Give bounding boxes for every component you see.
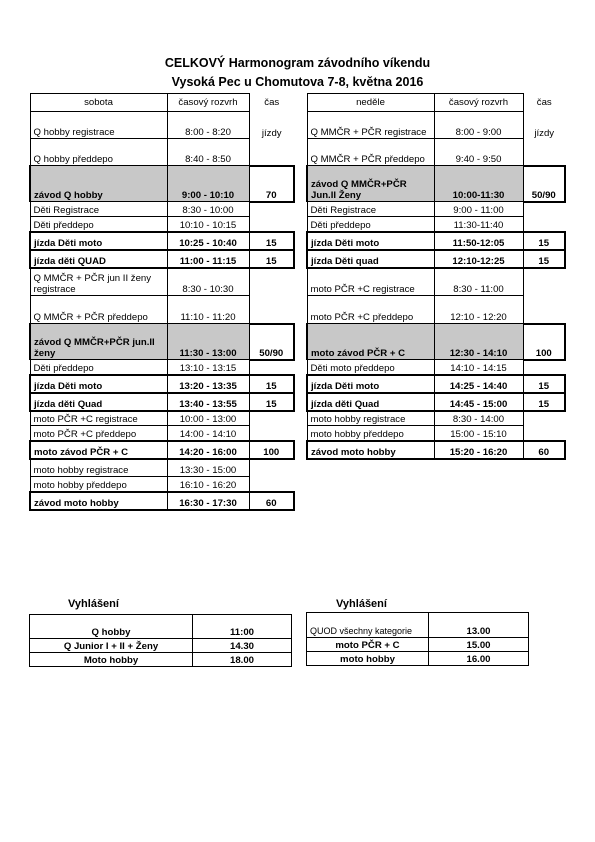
duration	[249, 139, 294, 166]
schedule-row	[307, 232, 565, 250]
award-time: 15.00	[429, 638, 529, 652]
time-range: 8:30 - 10:00	[167, 202, 249, 217]
time-range: 10:25 - 10:40	[167, 232, 249, 250]
time-range: 9:00 - 11:00	[434, 202, 523, 217]
event-name: Q MMČR + PČR předdepo	[307, 139, 434, 166]
time-range: 12:10 - 12:20	[434, 296, 523, 324]
schedule-row	[307, 324, 565, 360]
awards-saturday	[29, 614, 292, 667]
schedule-row	[307, 166, 565, 202]
schedule-row	[307, 250, 565, 268]
time-range: 13:40 - 13:55	[167, 393, 249, 411]
event-name: Děti předdepo	[30, 217, 167, 232]
award-category: Moto hobby	[30, 653, 193, 667]
schedule-row	[30, 393, 294, 411]
duration	[523, 202, 565, 217]
award-category: Q hobby	[30, 615, 193, 639]
time-range: 14:10 - 14:15	[434, 360, 523, 375]
schedule-row	[307, 393, 565, 411]
time-range: 10:00-11:30	[434, 166, 523, 202]
schedule-row	[30, 250, 294, 268]
time-range: 8:30 - 14:00	[434, 411, 523, 426]
schedule-sunday	[306, 93, 566, 460]
time-range: 8:40 - 8:50	[167, 139, 249, 166]
event-name: závod Q MMČR+PČR Jun.II Ženy	[307, 166, 434, 202]
schedule-row	[30, 324, 294, 360]
event-name: jízda Děti moto	[307, 232, 434, 250]
duration	[523, 139, 565, 166]
awards-row	[30, 639, 292, 653]
schedule-row	[30, 360, 294, 375]
time-range: 11:10 - 11:20	[167, 296, 249, 324]
event-name: Děti Registrace	[307, 202, 434, 217]
time-range: 11:30 - 13:00	[167, 324, 249, 360]
time-range: 10:10 - 10:15	[167, 217, 249, 232]
schedule-row	[30, 426, 294, 441]
time-range: 11:50-12:05	[434, 232, 523, 250]
time-range: 14:20 - 16:00	[167, 441, 249, 459]
event-name: Děti moto předdepo	[307, 360, 434, 375]
event-name: jízda Děti quad	[307, 250, 434, 268]
duration: jízdy	[523, 112, 565, 139]
schedule-row	[30, 477, 294, 492]
event-name: závod Q hobby	[30, 166, 167, 202]
time-range: 15:20 - 16:20	[434, 441, 523, 459]
duration	[249, 426, 294, 441]
schedule-row	[30, 268, 294, 296]
event-name: moto PČR +C předdepo	[30, 426, 167, 441]
duration	[523, 360, 565, 375]
schedule-row	[307, 360, 565, 375]
header-row	[307, 94, 565, 112]
duration: 50/90	[249, 324, 294, 360]
event-name: moto hobby předdepo	[307, 426, 434, 441]
event-name: moto hobby registrace	[307, 411, 434, 426]
duration: 15	[249, 375, 294, 393]
schedule-row	[30, 296, 294, 324]
awards-heading-left: Vyhlášení	[68, 598, 119, 610]
duration	[249, 296, 294, 324]
schedule-row	[30, 492, 294, 510]
duration: 15	[249, 393, 294, 411]
duration	[523, 411, 565, 426]
schedule-row	[307, 296, 565, 324]
event-name: moto PČR +C předdepo	[307, 296, 434, 324]
schedule-row	[30, 375, 294, 393]
event-name: jízda Děti moto	[30, 375, 167, 393]
time-range: 8:00 - 9:00	[434, 112, 523, 139]
duration: 15	[523, 393, 565, 411]
time-range: 8:30 - 10:30	[167, 268, 249, 296]
event-name: závod moto hobby	[307, 441, 434, 459]
event-name: Q MMČR + PČR registrace	[307, 112, 434, 139]
awards-row	[30, 615, 292, 639]
schedule-row	[30, 166, 294, 202]
time-range: 13:30 - 15:00	[167, 459, 249, 477]
time-range: 9:40 - 9:50	[434, 139, 523, 166]
duration: 70	[249, 166, 294, 202]
event-name: Děti předdepo	[30, 360, 167, 375]
time-range: 15:00 - 15:10	[434, 426, 523, 441]
header-day: neděle	[307, 94, 434, 112]
document-subtitle: Vysoká Pec u Chomutova 7-8, května 2016	[171, 75, 424, 89]
header-schedule: časový rozvrh	[434, 94, 523, 112]
duration: 50/90	[523, 166, 565, 202]
event-name: moto hobby registrace	[30, 459, 167, 477]
award-category: moto PČR + C	[307, 638, 429, 652]
duration	[523, 426, 565, 441]
event-name: moto PČR +C registrace	[307, 268, 434, 296]
event-name: Q MMČR + PČR předdepo	[30, 296, 167, 324]
schedule-row	[307, 411, 565, 426]
schedule-row	[307, 139, 565, 166]
event-name: Q hobby předdepo	[30, 139, 167, 166]
header-time: čas	[249, 94, 294, 112]
duration	[249, 217, 294, 232]
award-time: 11:00	[193, 615, 292, 639]
duration: 15	[523, 250, 565, 268]
time-range: 16:30 - 17:30	[167, 492, 249, 510]
time-range: 8:00 - 8:20	[167, 112, 249, 139]
duration	[523, 296, 565, 324]
award-category: QUOD všechny kategorie	[307, 613, 429, 638]
time-range: 9:00 - 10:10	[167, 166, 249, 202]
duration: 60	[523, 441, 565, 459]
event-name: Q MMČR + PČR jun II ženy registrace	[30, 268, 167, 296]
schedule-saturday	[29, 93, 295, 511]
time-range: 11:00 - 11:15	[167, 250, 249, 268]
schedule-row	[30, 139, 294, 166]
schedule-row	[307, 202, 565, 217]
schedule-row	[30, 112, 294, 139]
schedule-row	[307, 268, 565, 296]
event-name: závod Q MMČR+PČR jun.II ženy	[30, 324, 167, 360]
event-name: Děti Registrace	[30, 202, 167, 217]
event-name: Q hobby registrace	[30, 112, 167, 139]
event-name: jízda děti Quad	[30, 393, 167, 411]
header-row	[30, 94, 294, 112]
time-range: 8:30 - 11:00	[434, 268, 523, 296]
award-time: 16.00	[429, 652, 529, 666]
event-name: závod moto hobby	[30, 492, 167, 510]
time-range: 13:10 - 13:15	[167, 360, 249, 375]
duration	[249, 268, 294, 296]
duration: 100	[249, 441, 294, 459]
schedule-row	[307, 217, 565, 232]
duration	[523, 217, 565, 232]
schedule-row	[307, 112, 565, 139]
time-range: 11:30-11:40	[434, 217, 523, 232]
header-schedule: časový rozvrh	[167, 94, 249, 112]
event-name: jízda Děti moto	[30, 232, 167, 250]
duration: 15	[249, 232, 294, 250]
schedule-row	[30, 441, 294, 459]
awards-row	[307, 613, 529, 638]
header-day: sobota	[30, 94, 167, 112]
time-range: 14:00 - 14:10	[167, 426, 249, 441]
schedule-row	[30, 411, 294, 426]
time-range: 12:10-12:25	[434, 250, 523, 268]
schedule-row	[30, 459, 294, 477]
document-title: CELKOVÝ Harmonogram závodního víkendu	[164, 56, 431, 70]
event-name: moto PČR +C registrace	[30, 411, 167, 426]
schedule-row	[307, 426, 565, 441]
awards-heading-right: Vyhlášení	[336, 598, 387, 610]
awards-row	[307, 638, 529, 652]
duration	[249, 202, 294, 217]
schedule-row	[30, 217, 294, 232]
event-name: jízda Děti moto	[307, 375, 434, 393]
award-time: 18.00	[193, 653, 292, 667]
event-name: moto závod PČR + C	[307, 324, 434, 360]
schedule-row	[30, 232, 294, 250]
award-time: 13.00	[429, 613, 529, 638]
awards-row	[30, 653, 292, 667]
header-time: čas	[523, 94, 565, 112]
duration: jízdy	[249, 112, 294, 139]
event-name: moto závod PČR + C	[30, 441, 167, 459]
schedule-row	[30, 202, 294, 217]
awards-sunday	[306, 612, 529, 666]
duration: 15	[523, 375, 565, 393]
awards-row	[307, 652, 529, 666]
time-range: 12:30 - 14:10	[434, 324, 523, 360]
award-category: moto hobby	[307, 652, 429, 666]
event-name: jízda děti Quad	[307, 393, 434, 411]
time-range: 10:00 - 13:00	[167, 411, 249, 426]
duration: 15	[523, 232, 565, 250]
duration	[249, 411, 294, 426]
time-range: 16:10 - 16:20	[167, 477, 249, 492]
time-range: 14:45 - 15:00	[434, 393, 523, 411]
duration: 60	[249, 492, 294, 510]
duration	[249, 477, 294, 492]
schedule-row	[307, 375, 565, 393]
event-name: Děti předdepo	[307, 217, 434, 232]
time-range: 14:25 - 14:40	[434, 375, 523, 393]
award-category: Q Junior I + II + Ženy	[30, 639, 193, 653]
duration: 100	[523, 324, 565, 360]
schedule-row	[307, 441, 565, 459]
duration	[249, 360, 294, 375]
duration: 15	[249, 250, 294, 268]
event-name: moto hobby předdepo	[30, 477, 167, 492]
duration	[523, 268, 565, 296]
event-name: jízda děti QUAD	[30, 250, 167, 268]
duration	[249, 459, 294, 477]
award-time: 14.30	[193, 639, 292, 653]
time-range: 13:20 - 13:35	[167, 375, 249, 393]
